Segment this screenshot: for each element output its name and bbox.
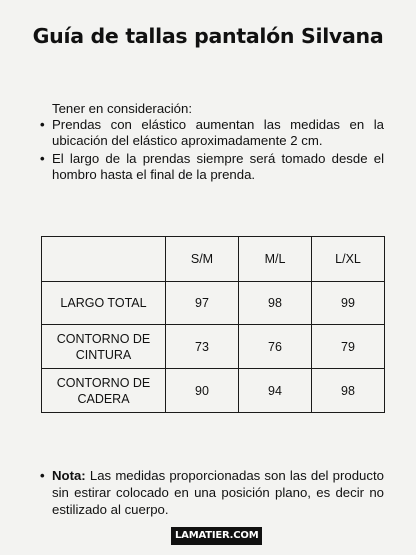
cell-value: 99 bbox=[312, 282, 385, 325]
note-list bbox=[38, 467, 384, 518]
row-label-text: CONTORNO DE bbox=[56, 375, 151, 390]
bullet-length: • El largo de la prendas siempre será tomado desde el hombro hasta el final de la prenda. bbox=[38, 151, 384, 183]
row-label-text: LARGO TOTAL bbox=[60, 296, 147, 310]
note-text: Las medidas proporcionadas son las del producto sin estirar colocado en una posición plano, es decir no estilizado al cuerpo. bbox=[52, 468, 384, 517]
note-item bbox=[38, 467, 384, 518]
cell-value: 98 bbox=[239, 282, 312, 325]
row-label-text-line2: CADERA bbox=[77, 391, 130, 406]
table-header-row bbox=[42, 237, 385, 282]
cell-value: 94 bbox=[239, 369, 312, 413]
table-row bbox=[42, 325, 385, 369]
row-label-text-line2: CINTURA bbox=[75, 347, 132, 362]
intro-text: Tener en consideración: bbox=[52, 101, 193, 116]
row-label-text: CONTORNO DE bbox=[56, 331, 151, 346]
cell-value: 79 bbox=[312, 325, 385, 369]
cell-value: 73 bbox=[166, 325, 239, 369]
cell-value: 98 bbox=[312, 369, 385, 413]
row-label-largo bbox=[42, 282, 166, 325]
header-empty-cell bbox=[42, 237, 166, 282]
page-title: Guía de tallas pantalón Silvana bbox=[32, 24, 384, 48]
size-table bbox=[41, 236, 385, 413]
row-label-cadera bbox=[42, 369, 166, 413]
table-row bbox=[42, 369, 385, 413]
consideration-list bbox=[38, 117, 384, 183]
note-label: Nota: bbox=[52, 468, 86, 483]
table-row bbox=[42, 282, 385, 325]
header-size-ml: M/L bbox=[239, 237, 312, 282]
brand-logo: LAMATIER.COM bbox=[171, 527, 262, 545]
cell-value: 97 bbox=[166, 282, 239, 325]
header-size-lxl: L/XL bbox=[312, 237, 385, 282]
header-size-sm: S/M bbox=[166, 237, 239, 282]
bullet-elastic: • Prendas con elástico aumentan las medidas en la ubicación del elástico aproximadamente 2 cm. bbox=[38, 117, 384, 149]
cell-value: 76 bbox=[239, 325, 312, 369]
row-label-cintura bbox=[42, 325, 166, 369]
cell-value: 90 bbox=[166, 369, 239, 413]
